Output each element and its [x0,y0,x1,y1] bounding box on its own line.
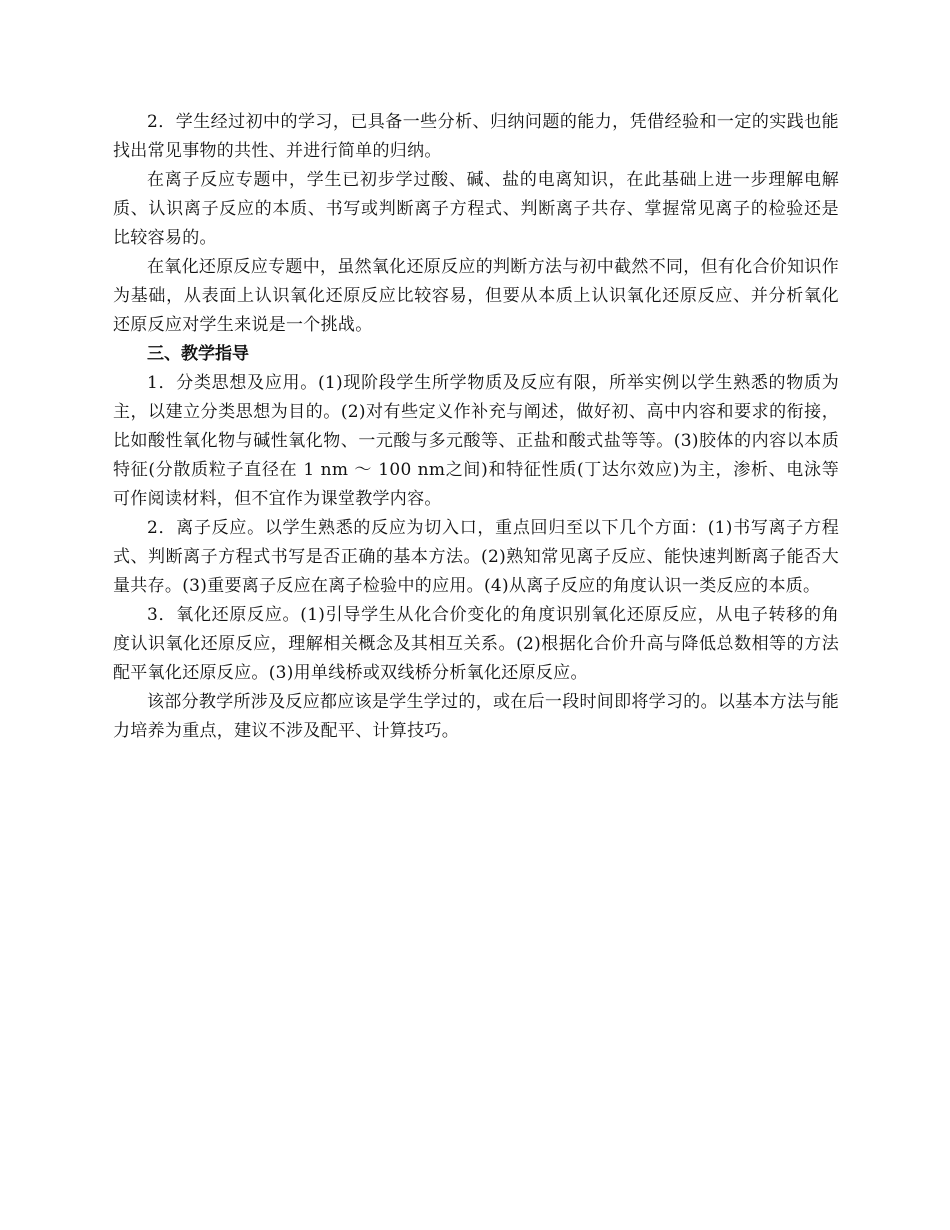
paragraph-classification: 1．分类思想及应用。(1)现阶段学生所学物质及反应有限，所举实例以学生熟悉的物质为主，以建立分类思想为目的。(2)对有些定义作补充与阐述，做好初、高中内容和要求的衔接，比如酸性氧化物与碱性氧化物、一元酸与多元酸等、正盐和酸式盐等等。(3)胶体的内容以本质特征(分散质粒子直径在 1 nm ～ 100 nm之间)和特征性质(丁达尔效应)为主，渗析、电泳等可作阅读材料，但不宜作为课堂教学内容。 [113,373,839,509]
document-page [113,108,839,746]
paragraph-student-ability: 2．学生经过初中的学习，已具备一些分析、归纳问题的能力，凭借经验和一定的实践也能找出常见事物的共性、并进行简单的归纳。 [113,112,839,161]
section-heading-teaching-guidance: 三、教学指导 [147,344,249,364]
paragraph-ionic-reaction-topic: 在离子反应专题中，学生已初步学过酸、碱、盐的电离知识，在此基础上进一步理解电解质、认识离子反应的本质、书写或判断离子方程式、判断离子共存、掌握常见离子的检验还是比较容易的。 [113,170,839,248]
paragraph-ionic-reaction: 2．离子反应。以学生熟悉的反应为切入口，重点回归至以下几个方面：(1)书写离子方程式、判断离子方程式书写是否正确的基本方法。(2)熟知常见离子反应、能快速判断离子能否大量共存。(3)重要离子反应在离子检验中的应用。(4)从离子反应的角度认识一类反应的本质。 [113,518,839,596]
paragraph-redox-reaction: 3．氧化还原反应。(1)引导学生从化合价变化的角度识别氧化还原反应，从电子转移的角度认识氧化还原反应，理解相关概念及其相互关系。(2)根据化合价升高与降低总数相等的方法配平氧化还原反应。(3)用单线桥或双线桥分析氧化还原反应。 [113,605,839,683]
paragraph-redox-topic: 在氧化还原反应专题中，虽然氧化还原反应的判断方法与初中截然不同，但有化合价知识作为基础，从表面上认识氧化还原反应比较容易，但要从本质上认识氧化还原反应、并分析氧化还原反应对学生来说是一个挑战。 [113,257,839,335]
paragraph-summary: 该部分教学所涉及反应都应该是学生学过的，或在后一段时间即将学习的。以基本方法与能力培养为重点，建议不涉及配平、计算技巧。 [113,692,839,741]
